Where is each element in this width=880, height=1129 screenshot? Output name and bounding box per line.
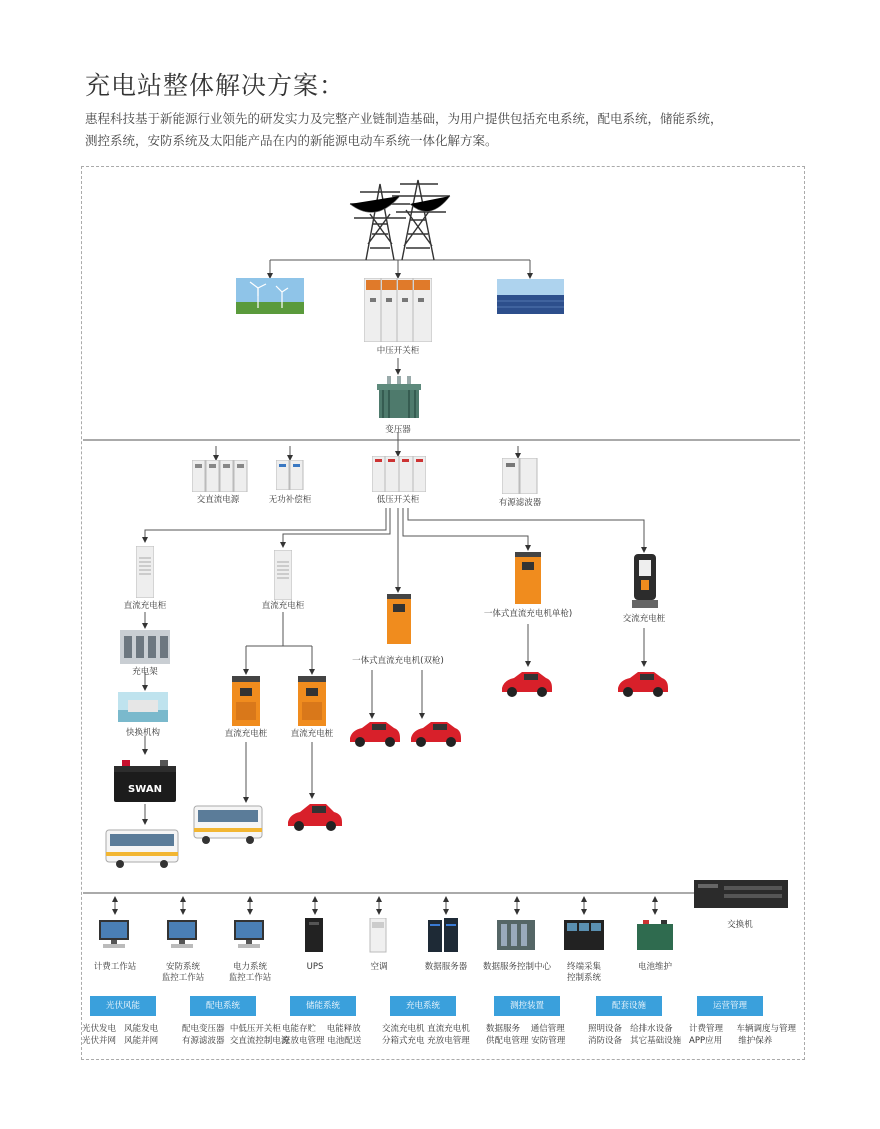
air-conditioner-icon bbox=[359, 918, 399, 954]
dc-pile-label-2: 直流充电桩 bbox=[290, 729, 334, 739]
network-switch-icon bbox=[694, 880, 788, 908]
dc-cabinet-label-1: 直流充电柜 bbox=[123, 601, 167, 611]
dc-cabinet-icon bbox=[274, 550, 292, 600]
bus-icon bbox=[192, 802, 264, 846]
system-items: 照明设备 给排水设备 消防设备 其它基础设施 bbox=[588, 1024, 682, 1046]
quick-swap-label: 快换机构 bbox=[125, 728, 161, 738]
system-items: 交流充电机 直流充电机 分箱式充电 充放电管理 bbox=[382, 1024, 470, 1046]
system-button[interactable]: 运营管理 bbox=[697, 996, 763, 1016]
control-center-icon bbox=[497, 918, 537, 954]
acdc-power-label: 交直流电源 bbox=[196, 495, 240, 505]
wind-turbine-icon bbox=[236, 278, 304, 314]
ac-pile-label: 交流充电桩 bbox=[622, 614, 666, 624]
dc-pile-icon bbox=[232, 676, 260, 726]
ev-car-icon bbox=[346, 718, 402, 748]
bottom-equipment-label: 数据服务控制中心 bbox=[482, 962, 552, 972]
dc-pile-icon bbox=[298, 676, 326, 726]
dc-cabinet-icon bbox=[136, 546, 154, 598]
lv-switchgear-label: 低压开关柜 bbox=[376, 495, 420, 505]
control-room-icon bbox=[564, 918, 604, 954]
lv-switchgear-icon bbox=[372, 456, 426, 492]
ev-car-icon bbox=[407, 718, 463, 748]
monitor-icon bbox=[95, 918, 135, 954]
switch-label: 交换机 bbox=[727, 920, 753, 930]
power-tower-icon bbox=[346, 174, 456, 262]
dc-pile-label-1: 直流充电桩 bbox=[224, 729, 268, 739]
integrated-single-charger-icon bbox=[515, 552, 541, 604]
battery-brand-text: SWAN bbox=[128, 784, 162, 795]
system-button[interactable]: 配套设施 bbox=[596, 996, 662, 1016]
integrated-dual-label: 一体式直流充电机(双枪) bbox=[352, 656, 444, 666]
monitor-icon bbox=[230, 918, 270, 954]
ups-icon bbox=[295, 918, 335, 954]
dc-cabinet-label-2: 直流充电柜 bbox=[261, 601, 305, 611]
bottom-equipment-label: 终端采集 控制系统 bbox=[566, 962, 602, 983]
system-items: 计费管理 车辆调度与管理 APP应用 维护保养 bbox=[689, 1024, 797, 1046]
system-items: 电能存贮 电能释放 充放电管理 电池配送 bbox=[282, 1024, 362, 1046]
system-items: 光伏发电 风能发电 光伏并网 风能并网 bbox=[82, 1024, 159, 1046]
system-button[interactable]: 配电系统 bbox=[190, 996, 256, 1016]
ac-pile-icon bbox=[632, 554, 658, 612]
bottom-equipment-label: 电力系统 监控工作站 bbox=[228, 962, 272, 983]
system-button[interactable]: 测控装置 bbox=[494, 996, 560, 1016]
intro-line-2: 测控系统，安防系统及太阳能产品在内的新能源电动车系统一体化解方案。 bbox=[85, 133, 498, 148]
transformer-icon bbox=[373, 374, 425, 422]
intro-line-1: 惠程科技基于新能源行业领先的研发实力及完整产业链制造基础，为用户提供包括充电系统，配电系统，储能系统， bbox=[85, 111, 723, 126]
ev-car-icon bbox=[284, 800, 344, 834]
acdc-power-cabinet-icon bbox=[192, 460, 248, 492]
charging-rack-icon bbox=[120, 630, 170, 664]
bottom-equipment-label: 空调 bbox=[370, 962, 388, 972]
mv-switchgear-icon bbox=[364, 278, 432, 342]
solar-panel-icon bbox=[497, 279, 564, 314]
system-items: 配电变压器 中低压开关柜 有源滤波器 交直流控制电源 bbox=[182, 1024, 290, 1046]
server-icon bbox=[426, 918, 466, 954]
reactive-comp-cabinet-icon bbox=[276, 460, 304, 490]
battery-icon bbox=[635, 918, 675, 954]
integrated-dual-charger-icon bbox=[387, 594, 411, 644]
charging-rack-label: 充电架 bbox=[132, 667, 158, 677]
system-button[interactable]: 储能系统 bbox=[290, 996, 356, 1016]
ev-car-icon bbox=[614, 668, 670, 698]
monitor-icon bbox=[163, 918, 203, 954]
bottom-equipment-label: 安防系统 监控工作站 bbox=[161, 962, 205, 983]
system-button[interactable]: 充电系统 bbox=[390, 996, 456, 1016]
bottom-equipment-label: UPS bbox=[306, 962, 324, 972]
page-title: 充电站整体解决方案： bbox=[85, 71, 346, 100]
bottom-equipment-label: 数据服务器 bbox=[424, 962, 468, 972]
integrated-single-label: 一体式直流充电机单枪) bbox=[483, 609, 573, 619]
bottom-equipment-label: 电池维护 bbox=[637, 962, 673, 972]
system-items: 数据服务 通信管理 供配电管理 安防管理 bbox=[486, 1024, 566, 1046]
transformer-label: 变压器 bbox=[385, 425, 411, 435]
mv-switchgear-label: 中压开关柜 bbox=[376, 346, 420, 356]
battery-icon bbox=[112, 760, 178, 804]
reactive-comp-label: 无功补偿柜 bbox=[268, 495, 312, 505]
active-filter-icon bbox=[502, 458, 538, 494]
active-filter-label: 有源滤波器 bbox=[498, 498, 542, 508]
quick-swap-icon bbox=[118, 692, 168, 722]
bus-icon bbox=[104, 826, 180, 870]
bottom-equipment-label: 计费工作站 bbox=[93, 962, 137, 972]
system-button[interactable]: 光伏风能 bbox=[90, 996, 156, 1016]
ev-car-icon bbox=[498, 668, 554, 698]
